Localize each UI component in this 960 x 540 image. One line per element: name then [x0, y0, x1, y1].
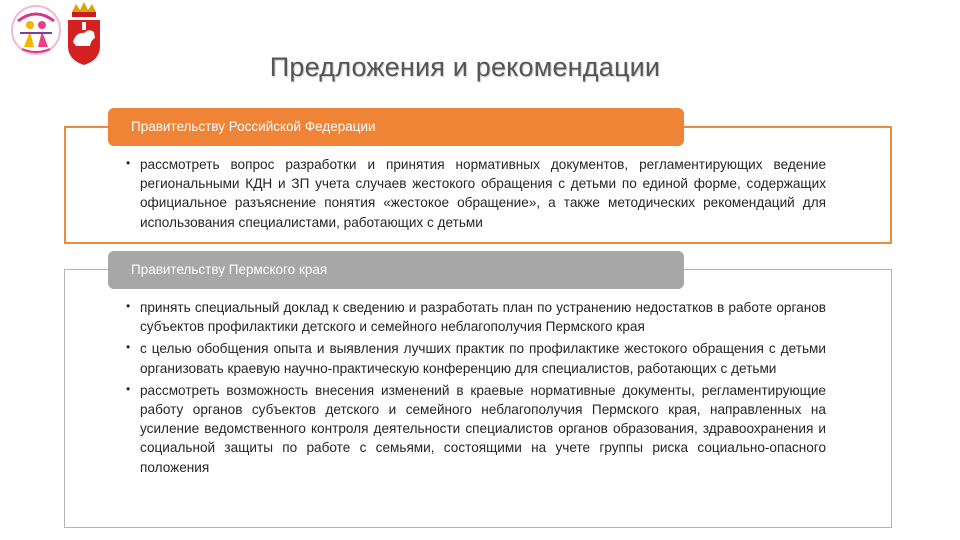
children-emblem-icon	[10, 3, 62, 57]
list-item: • принять специальный доклад к сведению и разработать план по устранению недостатков в работе органов субъектов профилактики детского и семейного неблагополучия Пермского края	[126, 298, 826, 336]
section-heading-regional: Правительству Пермского края	[108, 251, 684, 289]
list-item: • с целью обобщения опыта и выявления лучших практик по профилактике жестокого обращения с детьми организовать краевую научно-практическую конференцию для специалистов, работающих с детьми	[126, 339, 826, 377]
page-title: Предложения и рекомендации	[269, 52, 661, 82]
recommendation-list-regional	[126, 298, 826, 480]
recommendation-list-federal	[126, 155, 826, 232]
section-heading-federal: Правительству Российской Федерации	[108, 108, 684, 146]
list-item: • рассмотреть вопрос разработки и принятия нормативных документов, регламентирующих ведение региональными КДН и ЗП учета случаев жестокого обращения с детьми по единой форме, содержащих официальное разъяснение понятия «жестокое обращение», а также методических рекомендаций для использования специалистами, работающих с детьми	[126, 155, 826, 232]
list-item: • рассмотреть возможность внесения изменений в краевые нормативные документы, регламентирующие работу органов субъектов детского и семейного неблагополучия Пермского края, направленных на усиление ведомственного контроля деятельности специалистов органов образования, здравоохранения и социальной защиты по работе с семьями, состоящими на учете группы риска социально-опасного положения	[126, 381, 826, 477]
